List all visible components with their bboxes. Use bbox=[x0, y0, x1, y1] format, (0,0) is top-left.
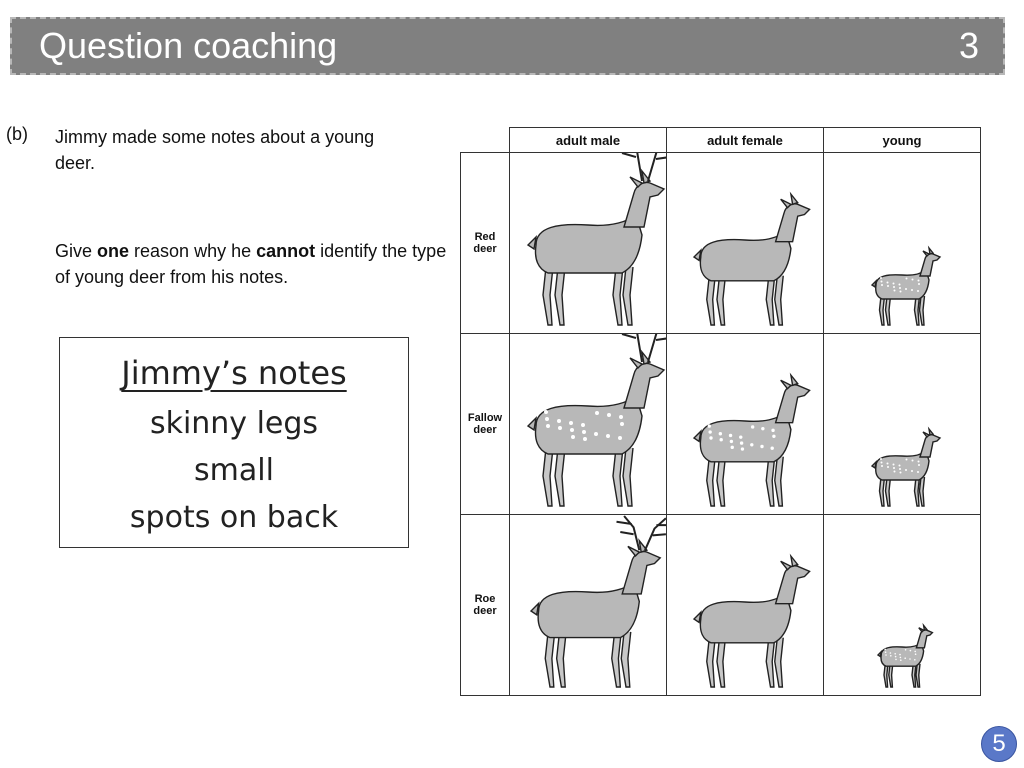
red-deer-adult-male-image bbox=[510, 153, 667, 334]
roe-deer-adult-male-image bbox=[510, 515, 667, 696]
jimmys-notes-box bbox=[59, 337, 409, 548]
fallow-deer-adult-female-image bbox=[667, 334, 824, 515]
roe-deer-young-image bbox=[824, 515, 981, 696]
question-part-label: (b) bbox=[6, 124, 28, 144]
slide-title: Question coaching bbox=[39, 25, 338, 66]
slide-number: 3 bbox=[958, 25, 979, 66]
red-deer-young-image bbox=[824, 153, 981, 334]
fallow-deer-young-image bbox=[824, 334, 981, 515]
question-intro: Jimmy made some notes about a young deer. bbox=[55, 127, 375, 173]
page-number-badge: 5 bbox=[981, 726, 1017, 762]
notes-line: spots on back bbox=[129, 500, 339, 535]
question-prompt: Give one reason why he cannot identify the type of young deer from his notes. bbox=[55, 241, 447, 287]
deer-comparison-table bbox=[460, 127, 981, 696]
notes-title: Jimmy’s notes bbox=[121, 354, 347, 392]
column-header-adult-male: adult male bbox=[510, 128, 667, 153]
row-label-red-deer: Red deer bbox=[461, 153, 510, 334]
roe-deer-adult-female-image bbox=[667, 515, 824, 696]
notes-line: small bbox=[194, 453, 274, 488]
row-label-fallow-deer: Fallow deer bbox=[461, 334, 510, 515]
table-corner bbox=[461, 128, 510, 153]
column-header-young: young bbox=[824, 128, 981, 153]
row-label-roe-deer: Roe deer bbox=[461, 515, 510, 696]
fallow-deer-adult-male-image bbox=[510, 334, 667, 515]
red-deer-adult-female-image bbox=[667, 153, 824, 334]
notes-line: skinny legs bbox=[149, 406, 319, 441]
slide-header bbox=[10, 17, 1005, 75]
column-header-adult-female: adult female bbox=[667, 128, 824, 153]
